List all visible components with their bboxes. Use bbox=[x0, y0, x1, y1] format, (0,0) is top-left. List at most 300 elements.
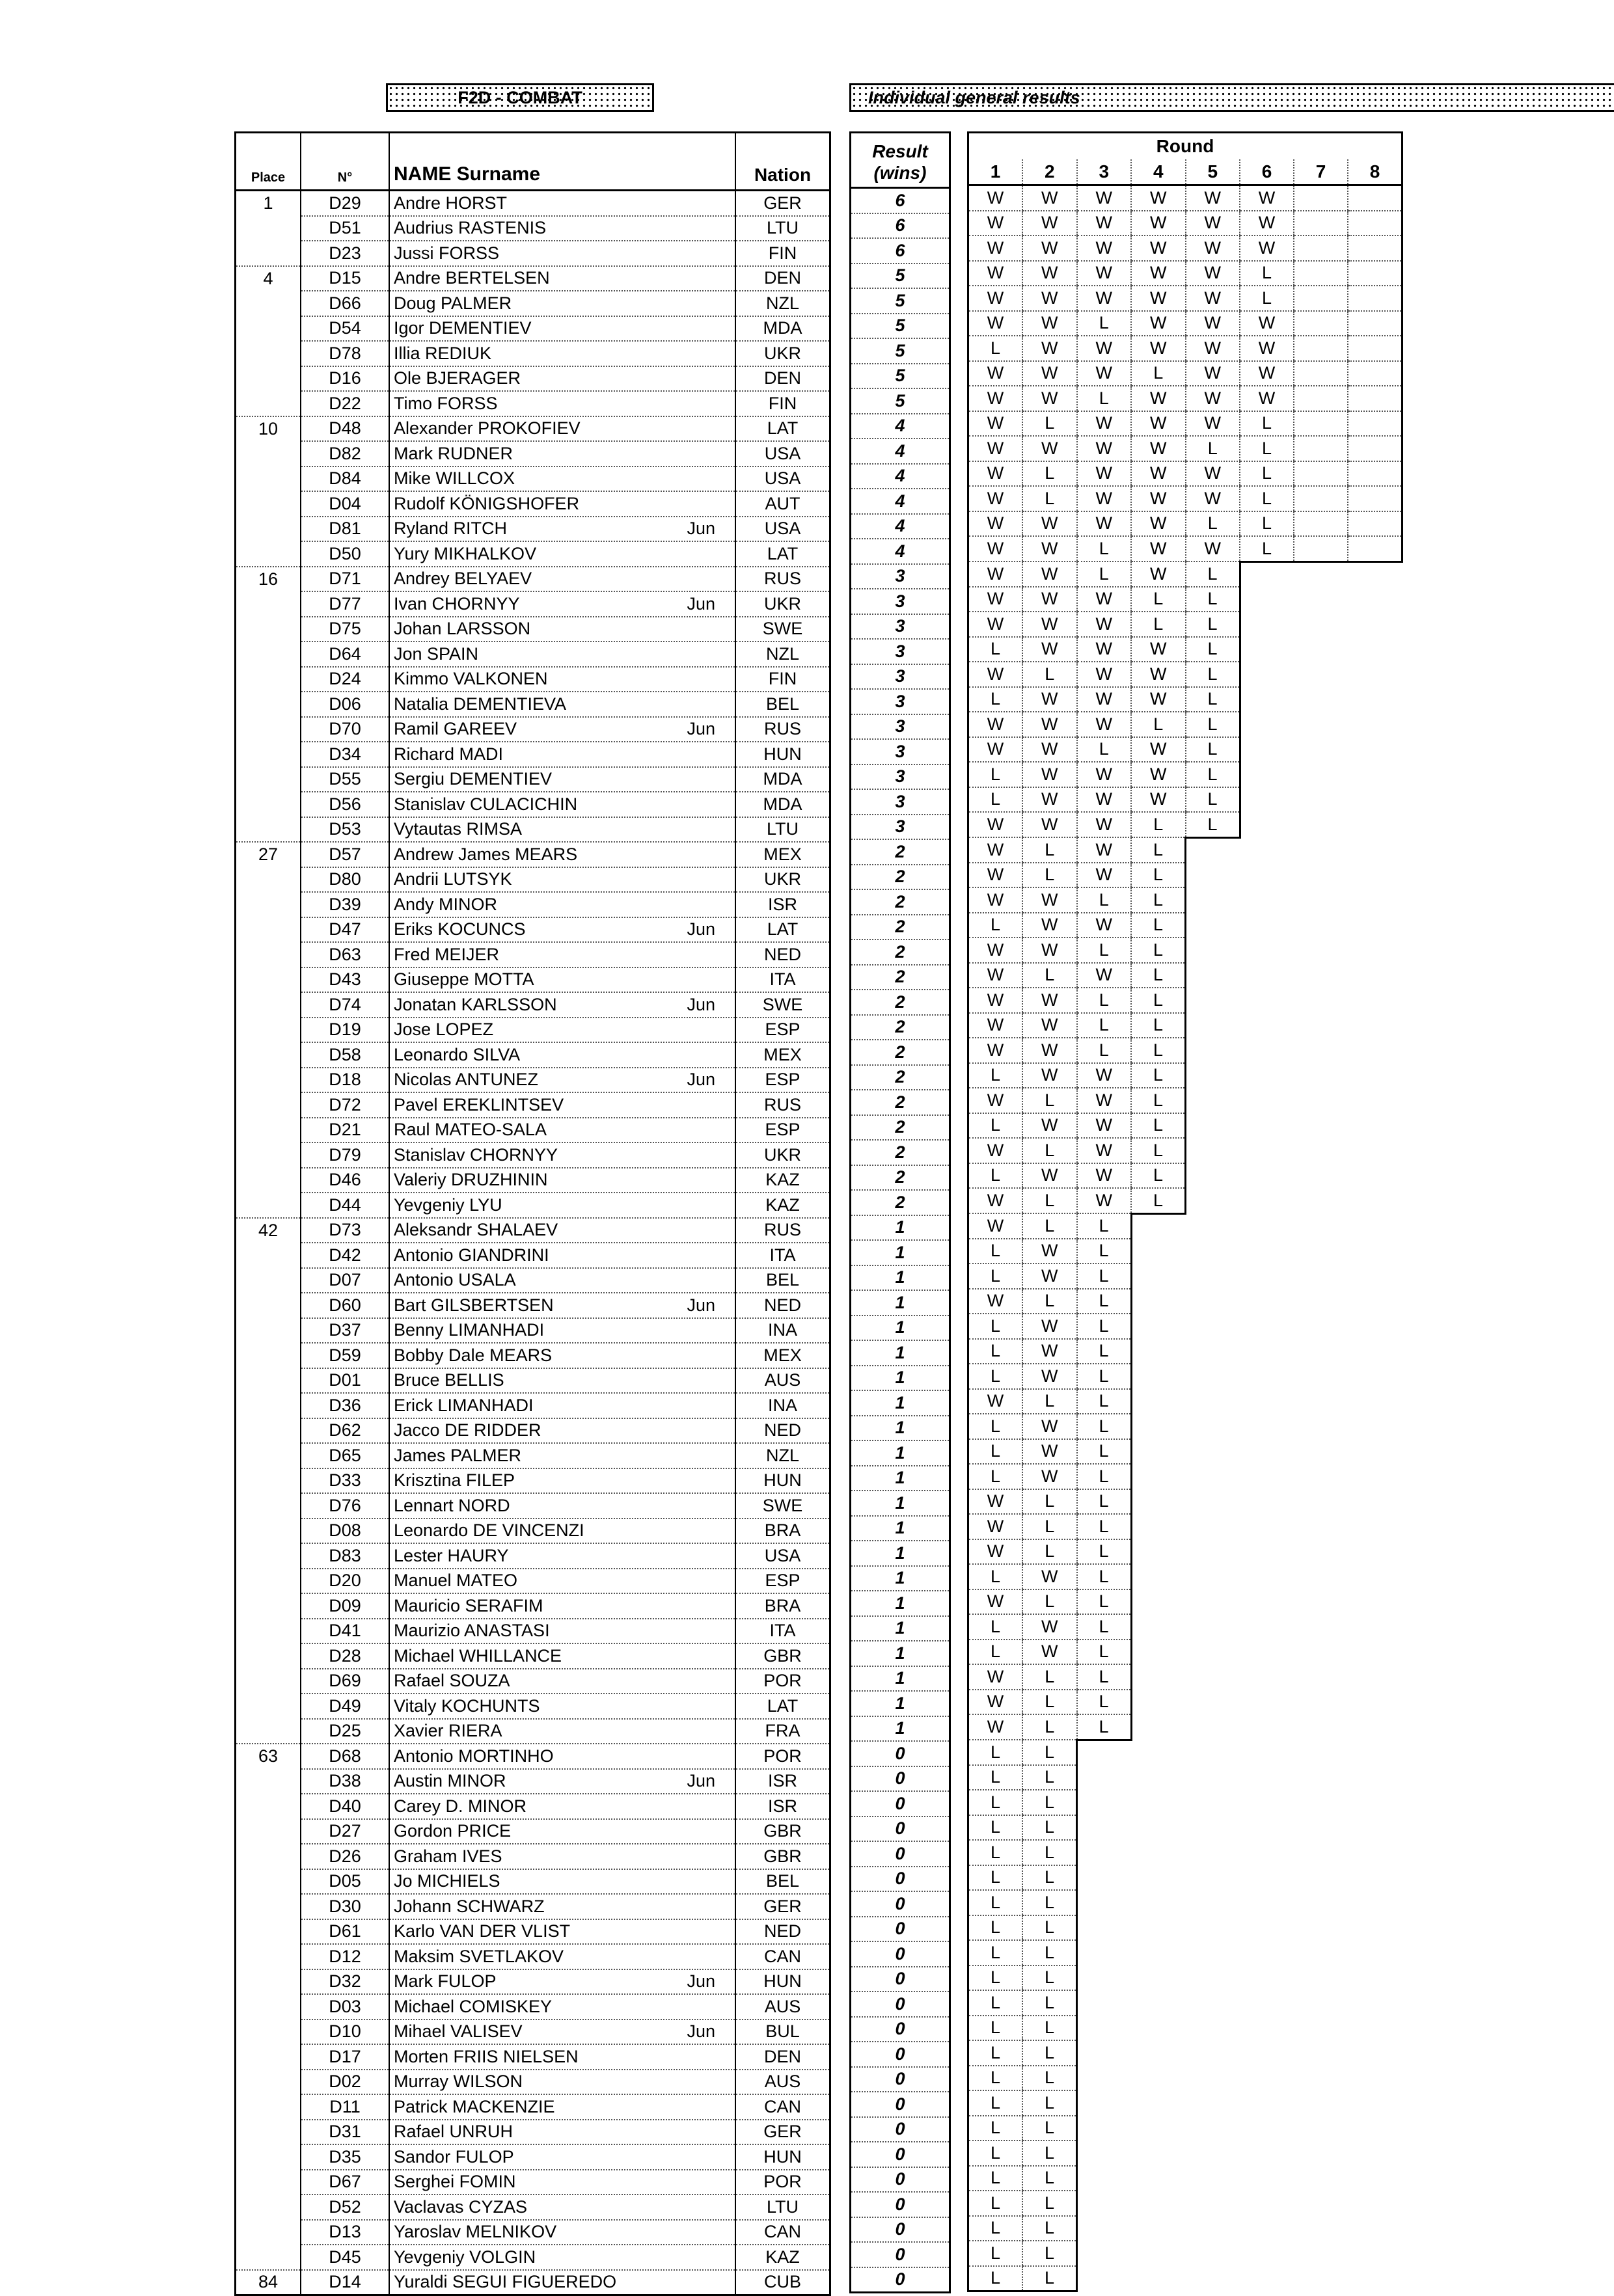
round-result: W bbox=[968, 411, 1023, 437]
nation-code: UKR bbox=[735, 591, 830, 617]
round-result: W bbox=[968, 261, 1023, 286]
result-row bbox=[851, 1616, 950, 1641]
round-blank bbox=[1131, 1464, 1186, 1489]
round-result: W bbox=[968, 1038, 1023, 1063]
nation-code: ITA bbox=[735, 1619, 830, 1644]
round-blank bbox=[1186, 2016, 1240, 2041]
round-result: L bbox=[1186, 436, 1240, 461]
table-row bbox=[236, 517, 830, 542]
competitor-name: Andrii LUTSYK bbox=[394, 869, 512, 889]
competitor-name-cell bbox=[389, 1293, 735, 1318]
wins-cell: 3 bbox=[851, 564, 950, 589]
result-row bbox=[851, 288, 950, 314]
result-row bbox=[851, 2192, 950, 2217]
nation-code: BRA bbox=[735, 1519, 830, 1544]
place-cell bbox=[236, 967, 301, 993]
place-cell: 16 bbox=[236, 567, 301, 592]
table-row bbox=[236, 1468, 830, 1494]
nation-code: NZL bbox=[735, 1443, 830, 1468]
rounds-row bbox=[968, 612, 1402, 637]
number-header: N° bbox=[301, 133, 389, 191]
nation-code: KAZ bbox=[735, 1193, 830, 1218]
result-row bbox=[851, 514, 950, 539]
round-blank bbox=[1348, 1790, 1402, 1815]
wins-cell: 3 bbox=[851, 764, 950, 790]
round-result: L bbox=[968, 2090, 1023, 2116]
nation-code: USA bbox=[735, 466, 830, 492]
round-blank bbox=[1240, 662, 1294, 687]
place-cell bbox=[236, 591, 301, 617]
round-blank bbox=[1348, 1239, 1402, 1264]
round-blank bbox=[1240, 737, 1294, 763]
round-blank bbox=[1348, 1965, 1402, 1991]
round-result: L bbox=[968, 2191, 1023, 2216]
round-result: W bbox=[1022, 511, 1077, 537]
round-blank bbox=[1131, 2216, 1186, 2241]
competitor-number: D73 bbox=[301, 1218, 389, 1243]
results-title: Individual general results bbox=[868, 87, 1080, 107]
competitor-name-cell bbox=[389, 767, 735, 792]
round-blank bbox=[1294, 737, 1348, 763]
round-result: L bbox=[1022, 1765, 1077, 1790]
wins-cell: 2 bbox=[851, 1065, 950, 1090]
competitor-name-cell bbox=[389, 1418, 735, 1444]
round-blank bbox=[1348, 938, 1402, 963]
place-cell bbox=[236, 2044, 301, 2070]
round-result: L bbox=[1022, 1990, 1077, 2016]
competitor-name-cell bbox=[389, 1643, 735, 1669]
nation-code: USA bbox=[735, 441, 830, 466]
result-row bbox=[851, 1791, 950, 1817]
rounds-row bbox=[968, 637, 1402, 662]
round-blank bbox=[1348, 787, 1402, 813]
round-blank bbox=[1240, 1038, 1294, 1063]
round-result: L bbox=[968, 1890, 1023, 1915]
rounds-row bbox=[968, 386, 1402, 411]
round-blank bbox=[1240, 2141, 1294, 2166]
round-result: W bbox=[1022, 887, 1077, 913]
place-cell bbox=[236, 316, 301, 342]
round-result: L bbox=[968, 1113, 1023, 1139]
junior-badge: Jun bbox=[687, 2021, 715, 2042]
wins-cell: 4 bbox=[851, 539, 950, 564]
competitor-name: Fred MEIJER bbox=[394, 944, 500, 964]
competitor-number: D63 bbox=[301, 942, 389, 967]
place-cell bbox=[236, 1944, 301, 1969]
table-row bbox=[236, 1042, 830, 1068]
round-blank bbox=[1348, 2266, 1402, 2291]
wins-cell: 0 bbox=[851, 1992, 950, 2017]
round-blank bbox=[1240, 1865, 1294, 1891]
place-cell bbox=[236, 1543, 301, 1569]
nation-code: SWE bbox=[735, 1493, 830, 1519]
round-blank bbox=[1294, 963, 1348, 988]
rounds-row bbox=[968, 2141, 1402, 2166]
wins-cell: 2 bbox=[851, 939, 950, 965]
competitor-number: D44 bbox=[301, 1193, 389, 1218]
rounds-row bbox=[968, 1865, 1402, 1891]
place-cell bbox=[236, 1519, 301, 1544]
round-result: L bbox=[1131, 863, 1186, 888]
competitor-number: D22 bbox=[301, 391, 389, 416]
round-blank bbox=[1240, 2241, 1294, 2266]
result-row bbox=[851, 1867, 950, 1892]
competitor-name-cell bbox=[389, 2070, 735, 2095]
result-row bbox=[851, 1115, 950, 1141]
rounds-row bbox=[968, 1539, 1402, 1565]
round-result: W bbox=[1022, 1414, 1077, 1439]
competitor-number: D83 bbox=[301, 1543, 389, 1569]
junior-badge: Jun bbox=[687, 1295, 715, 1315]
round-result: L bbox=[1131, 812, 1186, 837]
competitor-name: Yaroslav MELNIKOV bbox=[394, 2222, 557, 2242]
round-result: L bbox=[968, 1865, 1023, 1891]
round-blank bbox=[1348, 2040, 1402, 2066]
round-blank bbox=[1131, 1263, 1186, 1289]
wins-cell: 2 bbox=[851, 889, 950, 915]
table-row bbox=[236, 967, 830, 993]
result-row bbox=[851, 1366, 950, 1391]
competitor-name: Sandor FULOP bbox=[394, 2146, 514, 2167]
result-row bbox=[851, 664, 950, 690]
competitor-name: Krisztina FILEP bbox=[394, 1470, 515, 1491]
round-empty-cell bbox=[1294, 536, 1348, 561]
competitor-name: Rudolf KÖNIGSHOFER bbox=[394, 493, 580, 513]
round-result: L bbox=[968, 2266, 1023, 2291]
place-cell bbox=[236, 1468, 301, 1494]
round-empty-cell bbox=[1294, 486, 1348, 511]
round-blank bbox=[1240, 1339, 1294, 1364]
round-blank bbox=[1294, 1239, 1348, 1264]
wins-cell: 3 bbox=[851, 714, 950, 740]
rounds-row bbox=[968, 1364, 1402, 1389]
competitor-number: D70 bbox=[301, 717, 389, 742]
competitor-name: Johan LARSSON bbox=[394, 619, 531, 639]
table-row bbox=[236, 1769, 830, 1794]
round-blank bbox=[1348, 1314, 1402, 1339]
round-blank bbox=[1131, 1564, 1186, 1589]
nation-code: USA bbox=[735, 1543, 830, 1569]
competitor-number: D42 bbox=[301, 1243, 389, 1268]
round-result: W bbox=[1022, 637, 1077, 662]
competitor-number: D32 bbox=[301, 1969, 389, 1995]
round-empty-cell bbox=[1348, 461, 1402, 487]
competitor-name: Eriks KOCUNCS bbox=[394, 919, 526, 939]
nation-code: NED bbox=[735, 1919, 830, 1945]
result-row bbox=[851, 1316, 950, 1341]
round-blank bbox=[1294, 812, 1348, 837]
rounds-row bbox=[968, 762, 1402, 787]
round-blank bbox=[1240, 1840, 1294, 1865]
round-blank bbox=[1131, 2066, 1186, 2091]
competitor-name-cell bbox=[389, 241, 735, 266]
place-header: Place bbox=[236, 133, 301, 191]
competitor-name-cell bbox=[389, 1919, 735, 1945]
round-blank bbox=[1186, 1815, 1240, 1841]
competitor-name: Aleksandr SHALAEV bbox=[394, 1220, 558, 1240]
result-row bbox=[851, 1390, 950, 1416]
competitor-number: D40 bbox=[301, 1794, 389, 1819]
round-result: L bbox=[1077, 311, 1132, 336]
round-result: L bbox=[1022, 1489, 1077, 1515]
result-row bbox=[851, 764, 950, 790]
round-result: W bbox=[1186, 336, 1240, 361]
place-cell bbox=[236, 541, 301, 567]
nation-code: FIN bbox=[735, 391, 830, 416]
round-blank bbox=[1186, 1088, 1240, 1113]
nation-code: LTU bbox=[735, 817, 830, 843]
wins-cell: 1 bbox=[851, 1566, 950, 1591]
place-cell bbox=[236, 2144, 301, 2170]
round-result: W bbox=[968, 311, 1023, 336]
round-blank bbox=[1131, 1239, 1186, 1264]
wins-cell: 1 bbox=[851, 1440, 950, 1466]
round-empty-cell bbox=[1294, 361, 1348, 386]
round-blank bbox=[1077, 1915, 1132, 1941]
round-blank bbox=[1131, 1990, 1186, 2016]
competitor-name: James PALMER bbox=[394, 1445, 522, 1465]
competitor-number: D60 bbox=[301, 1293, 389, 1318]
round-result: W bbox=[968, 1690, 1023, 1715]
round-result: W bbox=[968, 1664, 1023, 1690]
rounds-row bbox=[968, 2266, 1402, 2291]
competitor-name: Leonardo DE VINCENZI bbox=[394, 1520, 584, 1541]
competitor-name-cell bbox=[389, 1268, 735, 1293]
place-cell bbox=[236, 2120, 301, 2145]
result-row bbox=[851, 1090, 950, 1115]
rounds-row bbox=[968, 1690, 1402, 1715]
competitor-number: D65 bbox=[301, 1443, 389, 1468]
result-row bbox=[851, 1716, 950, 1742]
nation-code: UKR bbox=[735, 867, 830, 893]
result-row bbox=[851, 414, 950, 439]
round-blank bbox=[1348, 1163, 1402, 1189]
round-blank bbox=[1186, 2116, 1240, 2141]
table-row bbox=[236, 1318, 830, 1344]
nation-code: FIN bbox=[735, 667, 830, 692]
wins-cell: 5 bbox=[851, 314, 950, 339]
round-blank bbox=[1131, 1539, 1186, 1565]
round-result: L bbox=[1022, 1188, 1077, 1213]
round-blank bbox=[1186, 1188, 1240, 1213]
rounds-row bbox=[968, 511, 1402, 537]
competitor-number: D23 bbox=[301, 241, 389, 266]
result-header-line1: Result bbox=[872, 141, 928, 161]
competitor-name-cell bbox=[389, 1819, 735, 1844]
nation-code: NZL bbox=[735, 291, 830, 316]
round-blank bbox=[1186, 1364, 1240, 1389]
round-blank bbox=[1348, 913, 1402, 938]
round-blank bbox=[1077, 1940, 1132, 1965]
round-result: W bbox=[1131, 311, 1186, 336]
competitor-number: D37 bbox=[301, 1318, 389, 1344]
wins-cell: 2 bbox=[851, 1190, 950, 1215]
competitor-name: Johann SCHWARZ bbox=[394, 1896, 545, 1916]
competitor-name: Xavier RIERA bbox=[394, 1721, 502, 1741]
round-result: L bbox=[1131, 913, 1186, 938]
round-result: L bbox=[1022, 662, 1077, 687]
round-blank bbox=[1294, 1815, 1348, 1841]
round-result: W bbox=[1022, 1239, 1077, 1264]
round-blank bbox=[1294, 1013, 1348, 1038]
round-blank bbox=[1294, 1414, 1348, 1439]
competitor-number: D29 bbox=[301, 191, 389, 216]
rounds-row bbox=[968, 1815, 1402, 1841]
result-row bbox=[851, 865, 950, 890]
nation-code: GER bbox=[735, 191, 830, 216]
round-blank bbox=[1294, 1765, 1348, 1790]
competitor-number: D17 bbox=[301, 2044, 389, 2070]
round-result: W bbox=[1077, 211, 1132, 236]
round-blank bbox=[1294, 2191, 1348, 2216]
round-blank bbox=[1186, 2191, 1240, 2216]
round-blank bbox=[1294, 1564, 1348, 1589]
competitor-name: Yevgeniy VOLGIN bbox=[394, 2247, 536, 2267]
place-cell bbox=[236, 216, 301, 241]
round-blank bbox=[1294, 561, 1348, 587]
wins-cell: 2 bbox=[851, 1090, 950, 1115]
round-result: W bbox=[1077, 1188, 1132, 1213]
competitor-name: Mark FULOP bbox=[394, 1971, 497, 1992]
round-blank bbox=[1294, 1664, 1348, 1690]
round-blank bbox=[1131, 1364, 1186, 1389]
rounds-row bbox=[968, 737, 1402, 763]
round-blank bbox=[1348, 612, 1402, 637]
competitor-number: D76 bbox=[301, 1493, 389, 1519]
round-blank bbox=[1077, 2116, 1132, 2141]
competitor-number: D79 bbox=[301, 1142, 389, 1168]
round-blank bbox=[1240, 712, 1294, 737]
round-number-1: 1 bbox=[968, 159, 1023, 185]
round-result: L bbox=[968, 2241, 1023, 2266]
wins-cell: 1 bbox=[851, 1416, 950, 1441]
place-cell bbox=[236, 391, 301, 416]
round-blank bbox=[1294, 1339, 1348, 1364]
competitor-name-cell bbox=[389, 792, 735, 817]
competitor-name: Rafael UNRUH bbox=[394, 2122, 513, 2142]
round-blank bbox=[1294, 1364, 1348, 1389]
round-blank bbox=[1077, 2241, 1132, 2266]
round-blank bbox=[1348, 662, 1402, 687]
competitor-name-cell bbox=[389, 2170, 735, 2195]
table-row bbox=[236, 617, 830, 642]
table-row bbox=[236, 1819, 830, 1844]
round-blank bbox=[1240, 561, 1294, 587]
round-blank bbox=[1186, 1940, 1240, 1965]
round-blank bbox=[1131, 2016, 1186, 2041]
round-blank bbox=[1348, 963, 1402, 988]
round-result: L bbox=[1022, 1940, 1077, 1965]
junior-badge: Jun bbox=[687, 1070, 715, 1090]
round-blank bbox=[1294, 1038, 1348, 1063]
competitor-number: D66 bbox=[301, 291, 389, 316]
competitor-name: Morten FRIIS NIELSEN bbox=[394, 2046, 579, 2066]
competitor-name: Andrey BELYAEV bbox=[394, 569, 532, 589]
wins-cell: 2 bbox=[851, 915, 950, 940]
result-table bbox=[849, 131, 951, 2293]
round-blank bbox=[1077, 1890, 1132, 1915]
rounds-row bbox=[968, 1013, 1402, 1038]
round-result: W bbox=[1077, 762, 1132, 787]
rounds-row bbox=[968, 1063, 1402, 1088]
result-header-row bbox=[851, 133, 950, 188]
round-result: W bbox=[968, 185, 1023, 211]
round-blank bbox=[1348, 2241, 1402, 2266]
place-cell bbox=[236, 1919, 301, 1945]
competitor-name: Leonardo SILVA bbox=[394, 1044, 521, 1064]
round-result: L bbox=[1022, 2116, 1077, 2141]
round-result: L bbox=[1186, 662, 1240, 687]
competitor-name-cell bbox=[389, 1343, 735, 1368]
round-blank bbox=[1348, 1289, 1402, 1314]
round-result: W bbox=[1077, 913, 1132, 938]
round-result: L bbox=[1022, 1138, 1077, 1163]
competitor-number: D12 bbox=[301, 1944, 389, 1969]
junior-badge: Jun bbox=[687, 719, 715, 739]
table-row bbox=[236, 1293, 830, 1318]
round-result: W bbox=[1022, 938, 1077, 963]
place-cell bbox=[236, 992, 301, 1018]
round-result: L bbox=[1077, 1614, 1132, 1640]
round-blank bbox=[1186, 913, 1240, 938]
round-result: L bbox=[1022, 1690, 1077, 1715]
nation-code: MDA bbox=[735, 767, 830, 792]
place-cell bbox=[236, 1719, 301, 1744]
result-row bbox=[851, 338, 950, 364]
round-blank bbox=[1131, 1614, 1186, 1640]
nation-code: POR bbox=[735, 1669, 830, 1694]
round-blank bbox=[1294, 1063, 1348, 1088]
round-blank bbox=[1348, 1013, 1402, 1038]
nation-code: ISR bbox=[735, 1769, 830, 1794]
rounds-row bbox=[968, 887, 1402, 913]
place-cell bbox=[236, 1443, 301, 1468]
wins-cell: 0 bbox=[851, 1841, 950, 1867]
competitor-name-cell bbox=[389, 1168, 735, 1193]
round-result: W bbox=[1077, 587, 1132, 612]
result-row bbox=[851, 238, 950, 263]
table-row bbox=[236, 1393, 830, 1418]
round-blank bbox=[1240, 1990, 1294, 2016]
table-row bbox=[236, 742, 830, 767]
table-row bbox=[236, 867, 830, 893]
round-blank bbox=[1240, 1163, 1294, 1189]
round-result: W bbox=[1077, 461, 1132, 487]
round-result: L bbox=[1186, 637, 1240, 662]
round-blank bbox=[1240, 1364, 1294, 1389]
table-row bbox=[236, 1844, 830, 1869]
wins-cell: 5 bbox=[851, 263, 950, 289]
competitor-number: D51 bbox=[301, 216, 389, 241]
place-cell bbox=[236, 742, 301, 767]
round-blank bbox=[1348, 1113, 1402, 1139]
round-result: W bbox=[1077, 662, 1132, 687]
competitor-number: D78 bbox=[301, 341, 389, 366]
round-blank bbox=[1348, 2216, 1402, 2241]
round-blank bbox=[1348, 687, 1402, 712]
round-result: L bbox=[968, 1364, 1023, 1389]
round-result: L bbox=[1131, 1113, 1186, 1139]
competitor-name: Carey D. MINOR bbox=[394, 1796, 527, 1816]
round-result: W bbox=[1077, 361, 1132, 386]
round-result: W bbox=[968, 812, 1023, 837]
round-result: L bbox=[1077, 1464, 1132, 1489]
rounds-row bbox=[968, 1489, 1402, 1515]
table-row bbox=[236, 2144, 830, 2170]
round-blank bbox=[1186, 1790, 1240, 1815]
round-result: W bbox=[1240, 336, 1294, 361]
round-result: L bbox=[968, 1640, 1023, 1665]
